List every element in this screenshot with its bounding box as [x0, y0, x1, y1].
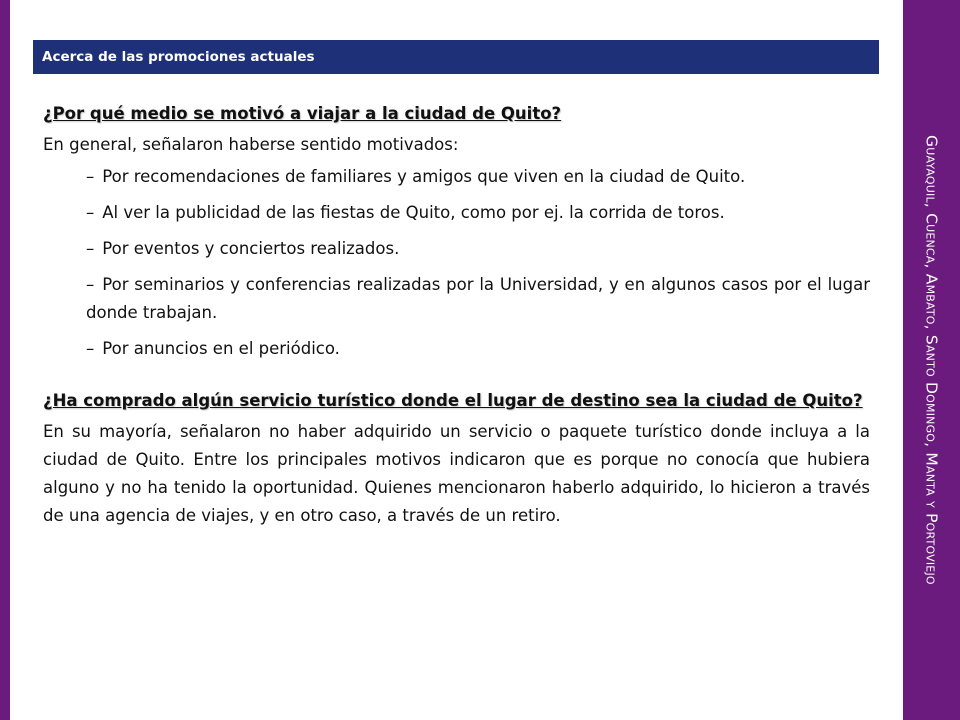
list-item: [43, 271, 870, 327]
list-item-text: Por eventos y conciertos realizados.: [102, 239, 400, 258]
list-item: [43, 199, 870, 227]
list-item-text: Por recomendaciones de familiares y amigos que viven en la ciudad de Quito.: [102, 167, 746, 186]
right-sidebar-bar: [903, 0, 960, 720]
bullet-dash: –: [86, 167, 95, 186]
sidebar-vertical-title: Guayaquil, Cuenca, Ambato, Santo Domingo, Manta y Portoviejo: [922, 135, 941, 585]
left-accent-bar: [0, 0, 10, 720]
question-2-answer: En su mayoría, señalaron no haber adquirido un servicio o paquete turístico donde incluya a la ciudad de Quito. Entre los principales motivos indicaron que es porque no conocía que hubiera alguno y no ha tenido la oportunidad. Quienes mencionaron haberlo adquirido, lo hicieron a través de una agencia de viajes, y en otro caso, a través de un retiro.: [43, 422, 870, 525]
bullet-dash: –: [86, 275, 95, 294]
section-header-title: Acerca de las promociones actuales: [42, 49, 315, 65]
list-item: [43, 235, 870, 263]
list-item-text: Al ver la publicidad de las fiestas de Quito, como por ej. la corrida de toros.: [102, 203, 725, 222]
bullet-dash: –: [86, 203, 95, 222]
list-item-text: Por anuncios en el periódico.: [102, 339, 340, 358]
question-1: ¿Por qué medio se motivó a viajar a la ciudad de Quito?: [43, 104, 562, 123]
list-item: [43, 335, 870, 363]
bullet-dash: –: [86, 239, 95, 258]
list-item-text: Por seminarios y conferencias realizadas por la Universidad, y en algunos casos por el lugar donde trabajan.: [86, 275, 870, 322]
bullet-dash: –: [86, 339, 95, 358]
slide-content: [43, 100, 870, 530]
list-item: [43, 163, 870, 191]
question-1-intro: En general, señalaron haberse sentido motivados:: [43, 135, 459, 154]
section-header-bar: [33, 40, 879, 74]
question-1-bullet-list: [43, 163, 870, 363]
question-2: ¿Ha comprado algún servicio turístico donde el lugar de destino sea la ciudad de Quito?: [43, 391, 863, 410]
